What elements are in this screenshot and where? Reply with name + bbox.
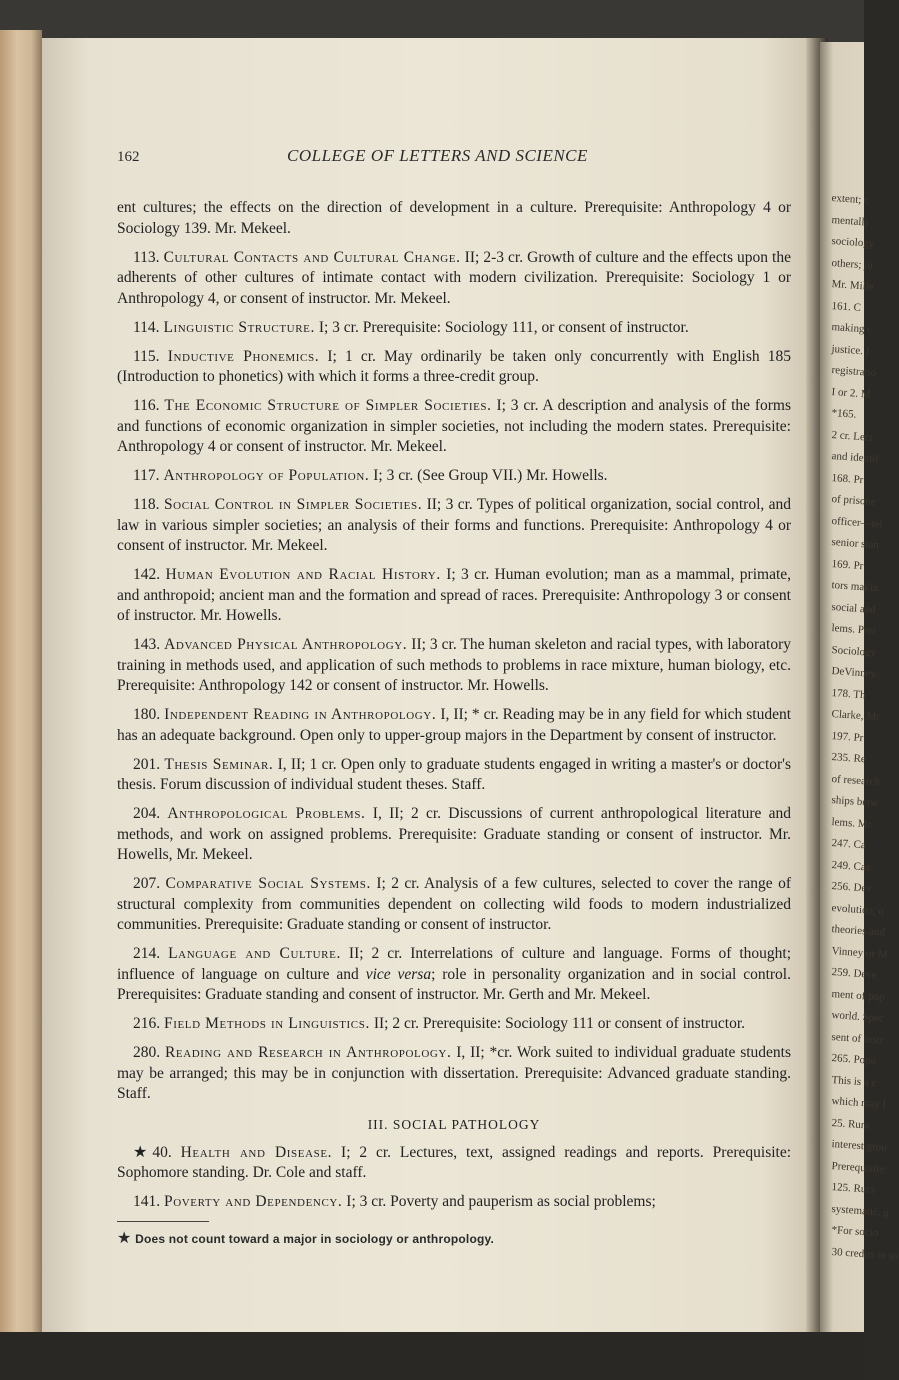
facing-page-fragment: 259. Deve [831,966,878,982]
facing-page-fragment: interest grou [831,1138,888,1154]
course-title: Thesis Seminar. [164,755,274,773]
scan-bottom-border [0,1332,864,1380]
course-number: 142. [133,566,161,583]
book-page-edges [0,30,42,1335]
facing-page-fragment: mentally [831,213,871,229]
course-number: 116. [133,397,160,414]
course-description: I; 3 cr. Poverty and pauperism as social problems; [346,1193,656,1210]
course-description: I, II; 2 cr. Discussions of current anthropological literature and methods, and work on assigned problems. Prerequisite: Graduate standing or consent of instructor. Mr. Howells, Mr. Mekeel. [117,805,792,863]
course-entry [117,1043,791,1105]
course-description: II; 2 cr. Prerequisite: Sociology 111 or consent of instructor. [373,1015,746,1032]
facing-page-fragment: lems. Prer [831,622,877,638]
facing-page-fragment: 249. Cas [831,858,871,874]
facing-page-fragment: Vinney or M [831,944,889,961]
course-entry [117,318,791,339]
course-number: 207. [133,875,161,892]
course-entry [117,635,791,697]
facing-page-fragment: social and [831,600,877,616]
course-number: 201. [133,755,161,773]
course-description: II; 2-3 cr. Growth of culture and the effects upon the adherents of other cultures of intimate contact with modern civilization. Prerequisite: Sociology 1 or Anthropology 4, or consent of instructor. Mr. Mekeel. [117,248,791,307]
section-heading: III. SOCIAL PATHOLOGY [367,1116,541,1132]
facing-page-fragment: Mr. Mille [831,278,875,293]
course-number: 280. [133,1044,161,1061]
course-description: I, II; 1 cr. Open only to graduate students engaged in writing a master's or doctor's thesis. Forum discussion of individual student theses. Staff. [117,755,792,793]
course-entry [117,347,791,388]
course-description: II; 3 cr. The human skeleton and racial types, with laboratory training in methods used, and application of such methods to problems in race mixture, human biology, etc. Prerequisite: Anthropology 142 or consent of instructor. Mr. Howells. [117,636,791,694]
facing-page-fragment: 265. Popu [831,1052,877,1068]
facing-page-fragment: *For socio [831,1224,879,1240]
course-title: Inductive Phonemics. [167,347,320,365]
facing-page-fragment: 25. Rura [831,1116,870,1132]
facing-page-fragment: sent of instr [831,1030,884,1047]
facing-page-fragment: systematic, g [831,1202,890,1219]
facing-page-fragment: *165. [831,407,857,421]
course-description: II; 3 cr. Types of political organization, social control, and law in various simpler societies; an analysis of their forms and functions. Prerequisite: Anthropology 4 or consent of instructor. Mr. Mekeel. [117,496,792,554]
course-description-rest: ; role in personality organization and in social control. Prerequisites: Graduate standing and consent of instructor. Mr. Gerth and Mr. Mekeel. [117,965,791,1003]
course-description: I, II; *cr. Work suited to individual graduate students may be arranged; this may be in conjunction with dissertation. Prerequisite: Advanced graduate standing. Staff. [117,1044,792,1102]
facing-page-fragment: of research [831,772,881,788]
course-entry [117,944,791,1006]
course-number: 118. [133,496,160,513]
course-description: I; 3 cr. Prerequisite: Sociology 111, or consent of instructor. [318,318,689,336]
page-number: 162 [117,149,140,165]
facing-page-fragment: theories and [831,923,886,939]
course-list [117,248,791,1105]
course-title: The Economic Structure of Simpler Societies. [164,397,492,414]
course-title: Reading and Research in Anthropology. [164,1044,452,1061]
course-description: I, II; * cr. Reading may be in any field for which student has an adequate background. Open only to upper-group majors in the Department by consent of instructor. [117,706,792,744]
course-entry [117,396,791,458]
course-title: Advanced Physical Anthropology. [164,636,408,653]
facing-page-fragment: registratio [831,364,877,380]
course-title: Field Methods in Linguistics. [164,1015,370,1032]
continued-paragraph: ent cultures; the effects on the direction of development in a culture. Prerequisite: Anthropology 4 or Sociology 139. Mr. Mekeel. [117,199,791,237]
course-description: I; 3 cr. A description and analysis of the forms and functions of economic organization in simpler societies, not including the modern states. Prerequisite: Anthropology 4 or consent of instructor. Mr. Mekeel. [117,397,792,455]
facing-page-fragment: Prerequisite: [831,1159,888,1176]
course-entry [117,874,791,936]
course-entry [117,804,791,866]
facing-page-fragment: extent; c [831,192,870,207]
facing-page-fragment: sociology [831,235,875,250]
facing-page-fragment: officer—tel [831,514,883,531]
facing-page-fragment: evolution, o [831,901,885,918]
facing-page-fragment: This is a c [831,1073,877,1089]
running-head-title: COLLEGE OF LETTERS AND SCIENCE [287,146,588,165]
course-entry [117,1143,791,1184]
facing-page-fragment: Clarke, Mr [831,708,881,724]
facing-page-fragment: lems. Mr. [831,815,874,831]
facing-page-fragment: ment of pop [831,987,886,1004]
facing-page-fragment: Sociology [831,643,877,659]
facing-page-fragment: which may l [831,1095,887,1111]
facing-page-fragment: 256. Dev [831,880,873,895]
course-entry [117,495,791,557]
course-number: 180. [133,706,161,723]
course-number: 115. [133,347,160,365]
course-number: 143. [133,636,161,653]
course-entry [117,248,791,310]
course-title: Health and Disease. [180,1143,333,1161]
facing-page-fragment: senior stan [831,536,880,552]
facing-page-fragment: 125. Rura [831,1181,876,1196]
facing-page-fragment: world. Spec [831,1009,885,1025]
facing-page-fragment: justice. I [831,342,870,358]
facing-page-fragment: 235. Re [831,751,867,766]
course-description: I; 2 cr. Lectures, text, assigned readings and reports. Prerequisite: Sophomore standing. Dr. Cole and staff. [117,1143,792,1181]
facing-page-fragment: 178. Th [831,686,866,701]
course-title: Comparative Social Systems. [165,875,371,892]
facing-page-fragment: 161. C [831,299,862,314]
course-title: Independent Reading in Anthropology. [164,706,437,723]
course-number: 113. [133,248,160,266]
running-head [117,146,791,176]
course-title: Anthropology of Population. [163,467,370,484]
course-title: Linguistic Structure. [163,318,315,336]
course-entry [117,1192,791,1213]
star-icon: ★ [117,1230,132,1247]
course-title: Anthropological Problems. [167,805,366,822]
course-description-italic: vice versa [365,965,432,983]
course-entry [117,1014,791,1035]
facing-page [820,42,899,1332]
facing-page-fragment: making c [831,321,873,336]
course-description: I; 2 cr. Analysis of a few cultures, selected to cover the range of structural complexity from communities dependent on collecting wild foods to modern industrialized communities. Prerequisite: Graduate standing or consent of instructor. [117,875,792,933]
footnote-rule [117,1221,209,1222]
footnote-text: Does not count toward a major in sociology or anthropology. [135,1232,495,1246]
course-number: 117. [133,467,160,484]
facing-page-fragment: 168. Pr [831,471,864,486]
course-description: I; 1 cr. May ordinarily be taken only concurrently with English 185 (Introduction to phonetics) with which it forms a three-credit group. [117,347,792,385]
facing-page-fragment: 169. Pr [831,557,864,572]
course-number: 216. [133,1015,161,1032]
course-description: II; 2 cr. Interrelations of culture and language. Forms of thought; influence of language on culture and [117,945,792,983]
course-title: Language and Culture. [168,945,341,962]
star-icon: ★ [133,1143,153,1161]
facing-page-fragment: ships betw [831,794,879,810]
course-entry [117,705,791,746]
facing-page-fragment: of prisone [831,493,877,509]
course-number: 141. [133,1193,161,1210]
facing-page-fragment: and identif [831,450,880,466]
course-description: I; 3 cr. (See Group VII.) Mr. Howells. [373,467,608,484]
facing-page-fragment: tors makin [831,579,879,595]
facing-page-fragment: DeVinney. [831,665,879,681]
course-title: Cultural Contacts and Cultural Change. [163,248,461,266]
course-entry [117,755,791,796]
course-entry [117,565,791,627]
course-description: I; 3 cr. Human evolution; man as a mammal, primate, and anthropoid; ancient man and the formation and spread of races. Prerequisite: Anthropology 3 or consent of instructor. Mr. Howells. [117,566,792,624]
course-number: 204. [133,805,161,822]
section-course-list [117,1143,791,1213]
course-title: Human Evolution and Racial History. [165,566,441,583]
facing-page-fragment: 30 credits in so [831,1245,899,1263]
facing-page-fragment: 247. Ca [831,837,867,852]
page-content [117,146,791,1248]
course-title: Social Control in Simpler Societies. [163,496,423,513]
facing-page-fragment: others; ju [831,256,874,272]
body-text [117,198,791,1248]
course-entry [117,466,791,487]
course-number: 214. [133,945,161,962]
facing-page-fragment: I or 2. M [831,385,872,401]
course-title: Poverty and Dependency. [164,1193,343,1210]
footnote [117,1228,791,1248]
facing-page-fragment: 197. Pr [831,729,864,744]
facing-page-fragment: 2 cr. Lect [831,428,874,444]
course-number: 114. [133,318,160,336]
course-number: 40. [152,1143,172,1161]
